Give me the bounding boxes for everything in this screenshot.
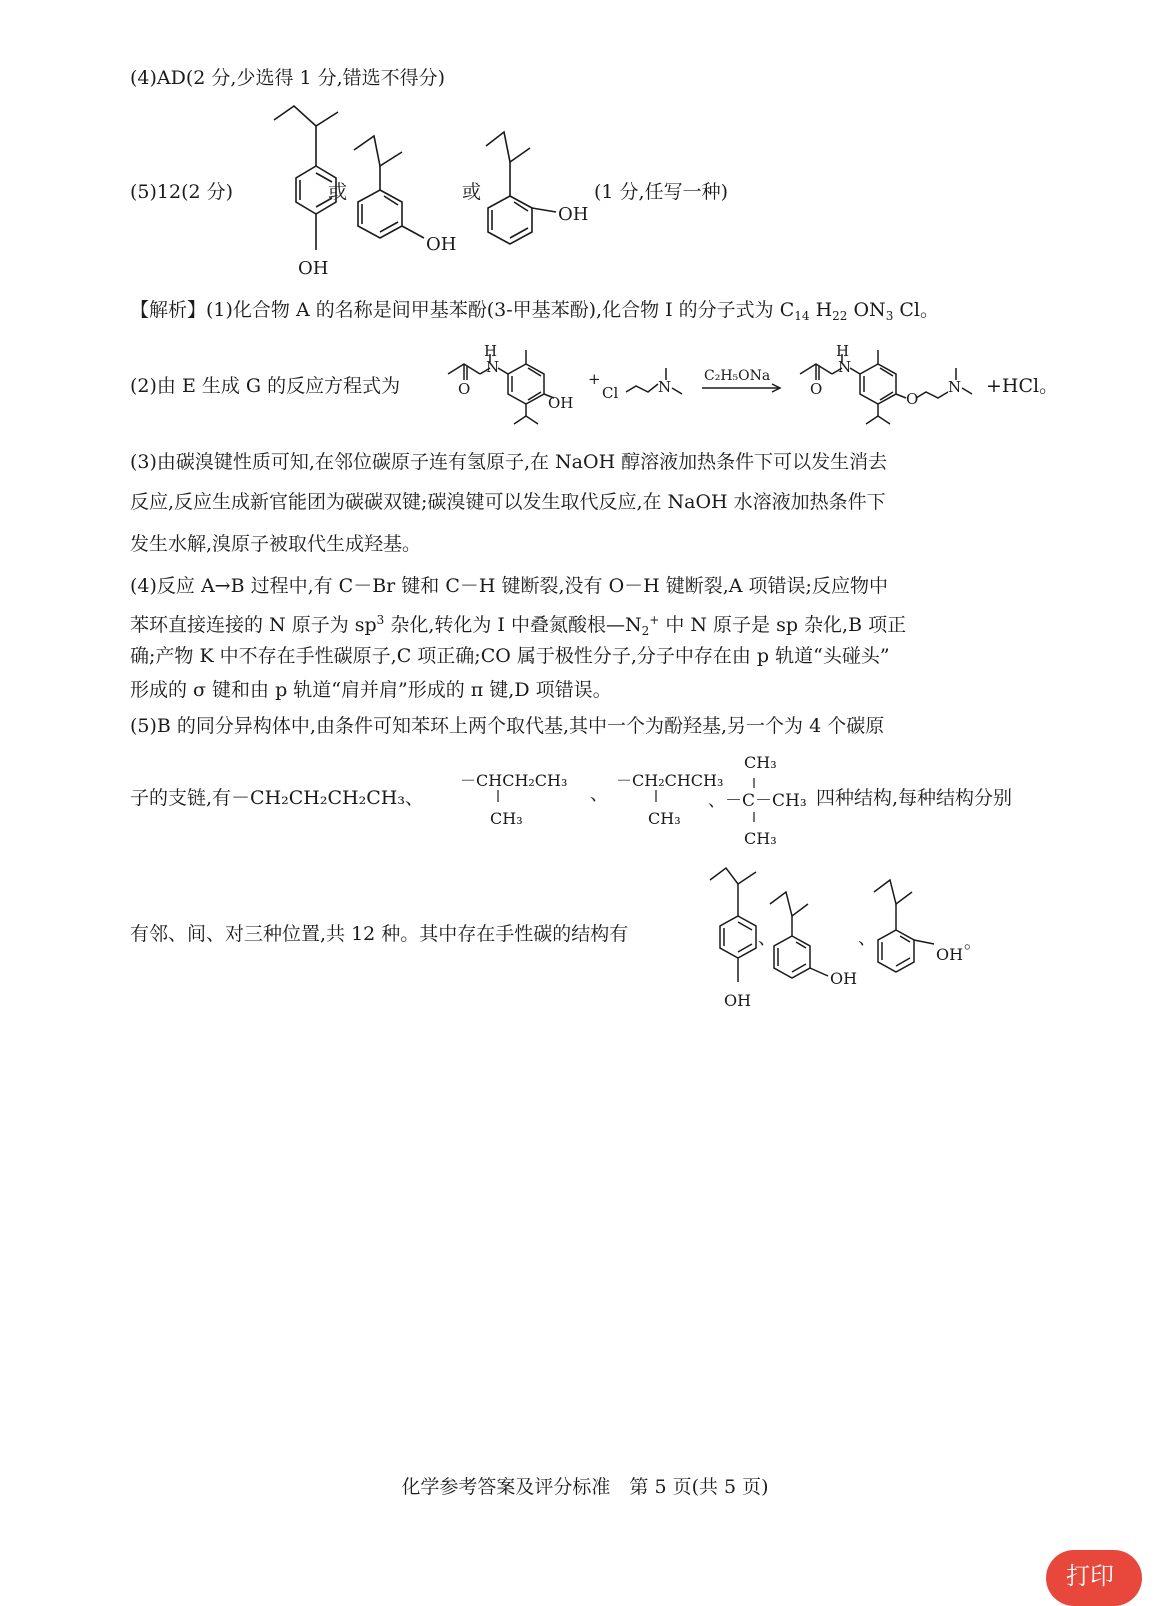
svg-text:Cl: Cl xyxy=(602,384,619,402)
svg-text:OH: OH xyxy=(724,991,752,1010)
svg-text:。: 。 xyxy=(964,932,982,953)
svg-text:+: + xyxy=(588,370,601,388)
svg-text:H: H xyxy=(836,342,850,360)
print-button[interactable]: 打印 xyxy=(1046,1550,1142,1606)
svg-text:、－C－CH₃: 、－C－CH₃ xyxy=(708,791,807,811)
svg-text:CH₃: CH₃ xyxy=(744,753,777,772)
svg-text:、: 、 xyxy=(758,928,776,949)
equation-tail: +HCl。 xyxy=(986,375,1059,397)
analysis-5-line2b: 四种结构,每种结构分别 xyxy=(816,787,1013,809)
reagent-label: C₂H₅ONa xyxy=(704,368,771,384)
page-footer: 化学参考答案及评分标准 第 5 页(共 5 页) xyxy=(401,1476,769,1498)
svg-text:OH: OH xyxy=(558,204,589,225)
meta-isomer-structure xyxy=(344,128,464,258)
svg-text:O: O xyxy=(458,380,471,398)
svg-text:H: H xyxy=(484,342,498,360)
svg-text:、: 、 xyxy=(858,928,876,949)
analysis-4-line4: 形成的 σ 键和由 p 轨道“肩并肩”形成的 π 键,D 项错误。 xyxy=(130,679,612,701)
analysis-5-line2a: 子的支链,有－CH₂CH₂CH₂CH₃、 xyxy=(130,787,424,809)
svg-text:N: N xyxy=(838,358,852,376)
analysis-2: (2)由 E 生成 G 的反应方程式为 xyxy=(130,375,401,397)
svg-text:O: O xyxy=(810,380,823,398)
analysis-1: 【解析】(1)化合物 A 的名称是间甲基苯酚(3-甲基苯酚),化合物 I 的分子式为 $C_{14}$ $H_{22}$ $ON_3$ Cl。 xyxy=(130,299,939,323)
analysis-4-line1: (4)反应 A→B 过程中,有 C－Br 键和 C－H 键断裂,没有 O－H 键断裂,A 项错误;反应物中 xyxy=(130,575,888,597)
answer-4: (4)AD(2 分,少选得 1 分,错选不得分) xyxy=(130,67,446,89)
svg-text:CH₃: CH₃ xyxy=(744,829,777,848)
svg-text:OH: OH xyxy=(426,234,457,255)
svg-text:OH: OH xyxy=(548,394,574,412)
svg-text:N: N xyxy=(658,378,672,396)
butyl-chain-formulas xyxy=(456,748,816,852)
ortho-isomer-structure xyxy=(478,126,608,256)
analysis-4-line2: 苯环直接连接的 N 原子为 $sp^3$ 杂化,转化为 I 中叠氮酸根$—N_2^+$ 中 N 原子是 sp 杂化,B 项正 xyxy=(130,613,907,638)
or-text-2: 或 xyxy=(462,181,482,203)
analysis-3-line2: 反应,反应生成新官能团为碳碳双键;碳溴键可以发生取代反应,在 NaOH 水溶液加热条件下 xyxy=(130,491,886,513)
svg-text:CH₃: CH₃ xyxy=(490,809,523,828)
analysis-3-line3: 发生水解,溴原子被取代生成羟基。 xyxy=(130,533,422,555)
analysis-3-line1: (3)由碳溴键性质可知,在邻位碳原子连有氢原子,在 NaOH 醇溶液加热条件下可以发生消去 xyxy=(130,451,888,473)
svg-text:OH: OH xyxy=(830,969,858,988)
svg-text:N: N xyxy=(486,358,500,376)
svg-text:O: O xyxy=(906,390,919,408)
svg-text:OH: OH xyxy=(936,945,964,964)
svg-text:－CHCH₂CH₃: －CHCH₂CH₃ xyxy=(460,771,568,790)
svg-text:CH₃: CH₃ xyxy=(648,809,681,828)
analysis-5-line1: (5)B 的同分异构体中,由条件可知苯环上两个取代基,其中一个为酚羟基,另一个为 4 个碳原 xyxy=(130,715,885,737)
analysis-5-line3: 有邻、间、对三种位置,共 12 种。其中存在手性碳的结构有 xyxy=(130,923,629,945)
answer-5-label: (5)12(2 分) xyxy=(130,181,234,203)
analysis-4-line3: 确;产物 K 中不存在手性碳原子,C 项正确;CO 属于极性分子,分子中存在由 p 轨道“头碰头” xyxy=(130,645,890,667)
or-text-1: 或 xyxy=(328,181,348,203)
chiral-isomer-structures xyxy=(702,860,1002,1018)
answer-5-note: (1 分,任写一种) xyxy=(594,181,728,203)
oh-label: OH xyxy=(298,258,329,279)
svg-text:－CH₂CHCH₃: －CH₂CHCH₃ xyxy=(616,771,724,790)
svg-text:、: 、 xyxy=(590,784,608,805)
svg-text:N: N xyxy=(948,378,962,396)
